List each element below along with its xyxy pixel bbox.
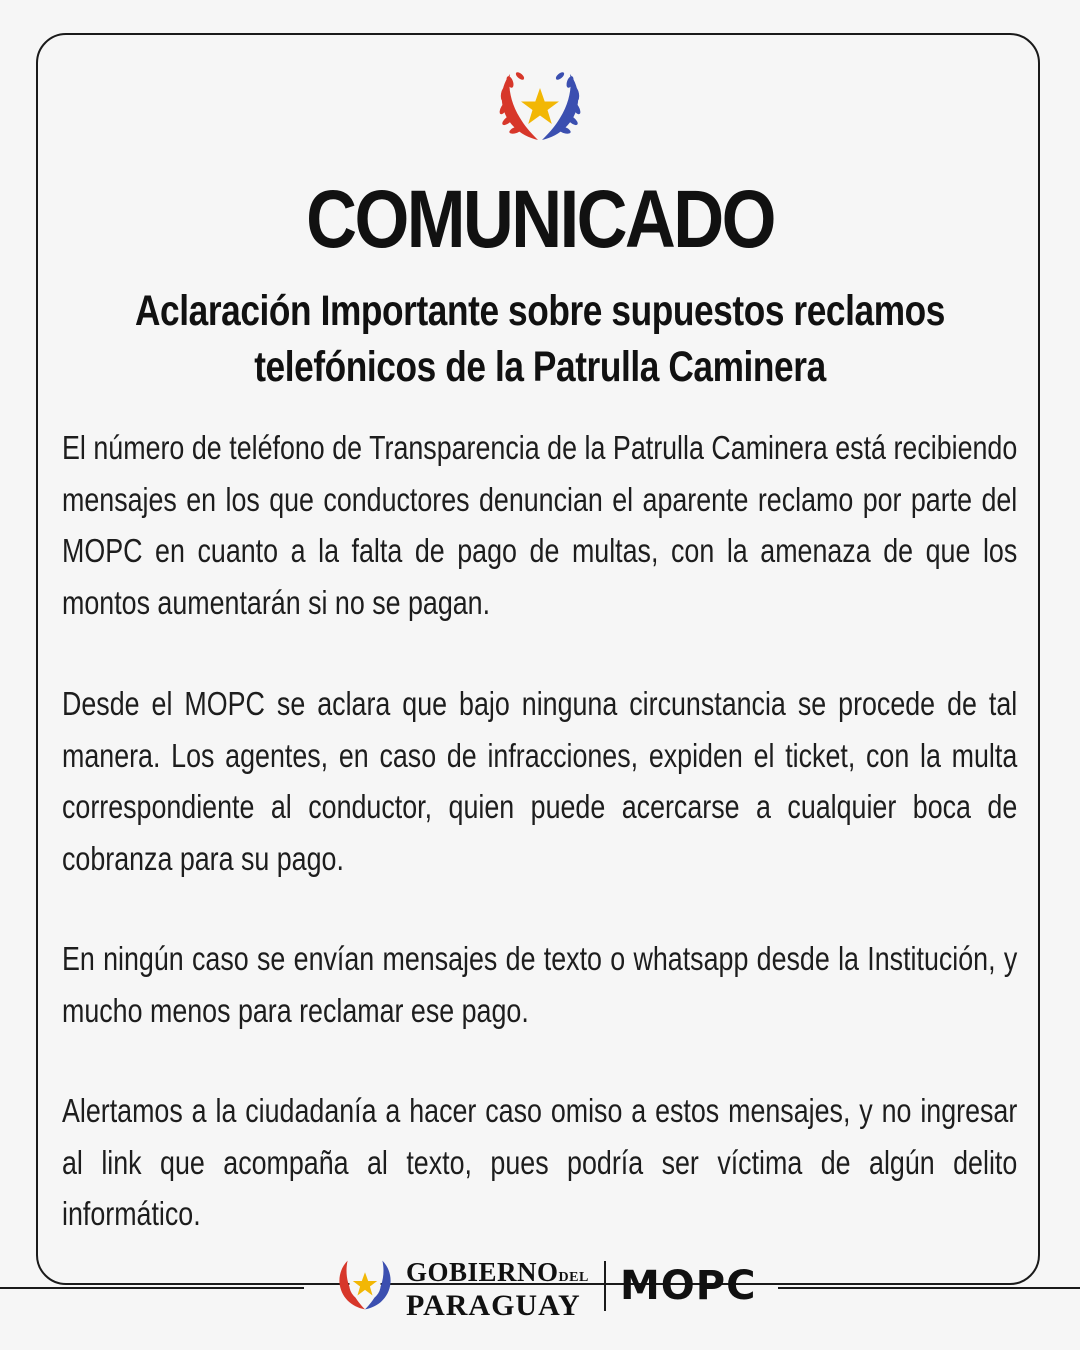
- government-emblem-icon: [336, 1255, 394, 1315]
- subtitle-line-1: Aclaración Importante sobre supuestos reclamos: [134, 287, 946, 335]
- footer-divider-right: [778, 1287, 1080, 1289]
- gold-star: [521, 88, 559, 124]
- footer-divider-left: [0, 1287, 304, 1289]
- agency-wordmark: MOPC: [620, 1263, 757, 1309]
- subtitle-line-2: telefónicos de la Patrulla Caminera: [254, 343, 826, 391]
- footer-logo-separator: [604, 1261, 606, 1311]
- paragraph-1: El número de teléfono de Transparencia de la Patrulla Caminera está recibiendo mensajes en los que conductores denuncian el aparente reclamo por parte del MOPC en cuanto a la falta de pago de multas, con la amenaza de que los montos aumentarán si no se pagan.: [62, 429, 1018, 621]
- gov-word-del: DEL: [558, 1270, 589, 1285]
- page-title: COMUNICADO: [306, 174, 774, 265]
- government-wordmark: [406, 1259, 589, 1321]
- gov-word-paraguay: PARAGUAY: [406, 1289, 581, 1322]
- gov-word-gobierno: GOBIERNO: [406, 1257, 559, 1287]
- paragraph-3: En ningún caso se envían mensajes de texto o whatsapp desde la Institución, y mucho menos para reclamar ese pago.: [62, 940, 1018, 1029]
- national-emblem-icon: [490, 62, 590, 148]
- subtitle: [97, 283, 983, 395]
- footer-logo: [336, 1255, 757, 1322]
- paragraph-2: Desde el MOPC se aclara que bajo ninguna circunstancia se procede de tal manera. Los agentes, en caso de infracciones, expiden el ticket, con la multa correspondiente al conductor, quien puede acercarse a cualquier boca de cobranza para su pago.: [62, 685, 1018, 877]
- paragraph-4: Alertamos a la ciudadanía a hacer caso omiso a estos mensajes, y no ingresar al link que acompaña al texto, pues podría ser víctima de algún delito informático.: [62, 1092, 1018, 1232]
